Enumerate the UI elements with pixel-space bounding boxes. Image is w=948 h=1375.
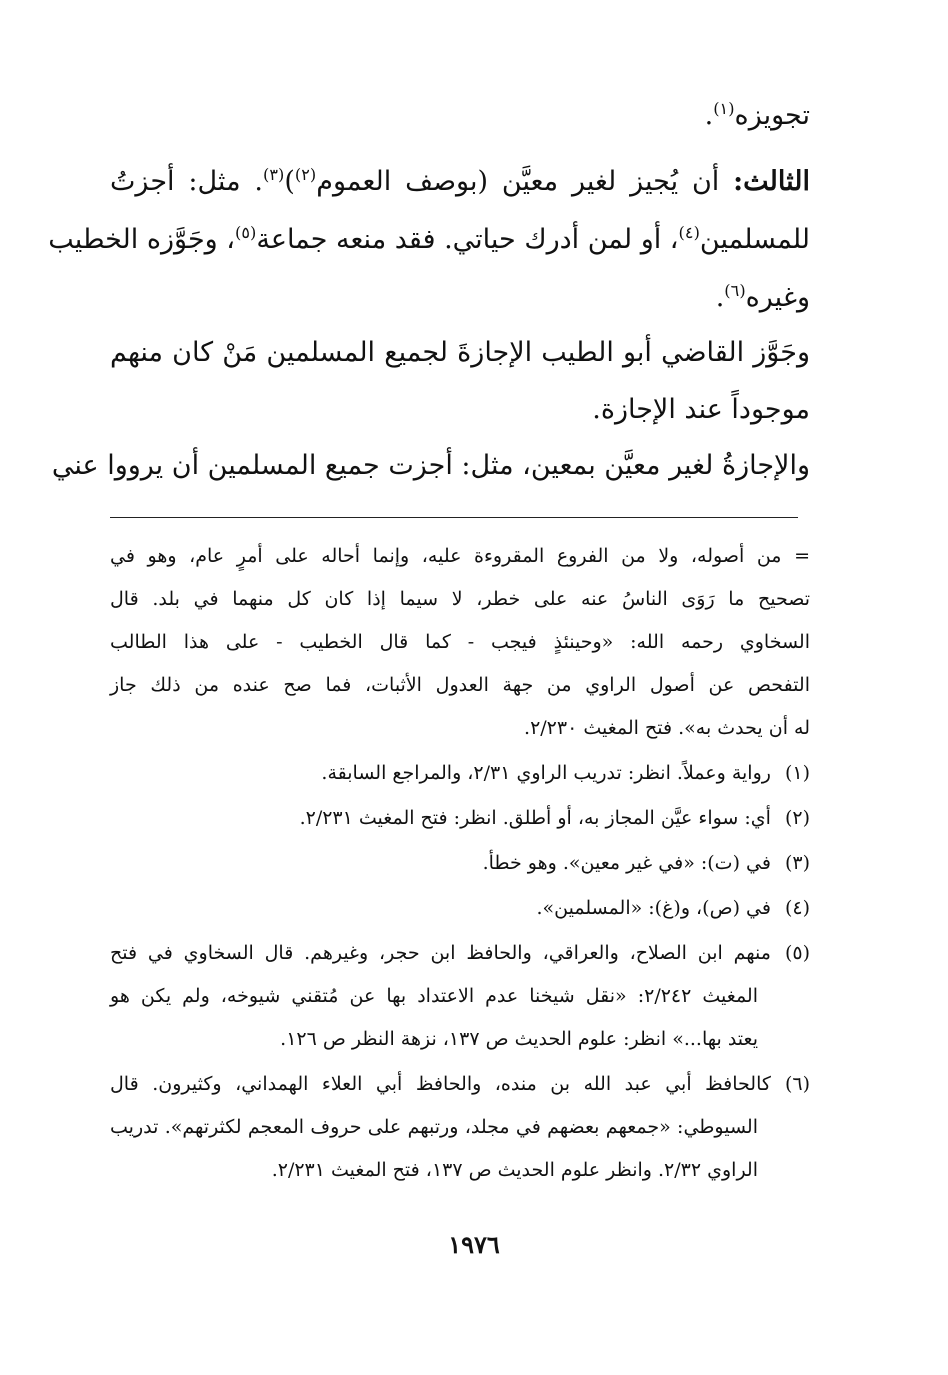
footnote-ref-1[interactable]: (١) [713, 99, 735, 118]
footnote-number: (٢) [784, 807, 810, 829]
footnote-number: (٣) [784, 852, 810, 874]
main-line-4: وغيره$^{(٦)}$. [715, 281, 810, 313]
footnote-number: (٥) [784, 942, 810, 964]
main-line-3: للمسلمين$^{(٤)}$، أو لمن أدرك حياتي. فقد منعه جماعة$^{(٥)}$، وجَوَّزه الخطيب [48, 223, 810, 255]
section-label: الثالث: [733, 166, 810, 197]
page-number: ١٩٧٦ [448, 1230, 500, 1259]
footnote-5-line: يعتد بها...» انظر: علوم الحديث ص ١٣٧، نزهة النظر ص ١٢٦. [280, 1028, 758, 1050]
footnote-ref-2[interactable]: (٢) [294, 165, 317, 184]
footnote-1: (١)رواية وعملاً. انظر: تدريب الراوي ٢/٣١، والمراجع السابقة. [321, 758, 810, 788]
main-line-6: موجوداً عند الإجازة. [592, 394, 810, 425]
footnote-6: (٦)كالحافظ أبي عبد الله بن منده، والحافظ أبي العلاء الهمداني، وكثيرون. قال [110, 1069, 810, 1099]
footnote-4: (٤)في (ص)، و(غ): «المسلمين». [536, 893, 810, 923]
footnote-5: (٥)منهم ابن الصلاح، والعراقي، والحافظ ابن حجر، وغيرهم. قال السخاوي في فتح [110, 938, 810, 968]
footnote-number: (١) [784, 762, 810, 784]
footnote-separator [110, 517, 798, 518]
continuation-line: له أن يحدث به». فتح المغيث ٢/٢٣٠. [524, 717, 810, 739]
footnote-ref-6[interactable]: (٦) [724, 281, 746, 300]
continuation-line: تصحيح ما رَوَى الناسُ عنه على خطر، لا سيما إذا كان كل منهما في بلد. قال [110, 588, 810, 610]
footnote-ref-3[interactable]: (٣) [262, 165, 285, 184]
footnote-5-line: المغيث ٢/٢٤٢: «نقل شيخنا عدم الاعتداد بها عن مُتقني شيوخه، ولم يكن هو [110, 985, 758, 1007]
footnote-ref-4[interactable]: (٤) [678, 223, 700, 242]
footnote-2: (٢)أي: سواء عيَّن المجاز به، أو أطلق. انظر: فتح المغيث ٢/٢٣١. [300, 803, 810, 833]
footnote-6-line: الراوي ٢/٣٢. وانظر علوم الحديث ص ١٣٧، فتح المغيث ٢/٢٣١. [271, 1159, 758, 1181]
main-line-1: تجويزه$^{(١)}$. [704, 99, 810, 131]
footnote-number: (٤) [784, 897, 810, 919]
continuation-line: = من أصوله، ولا من الفروع المقروءة عليه، وإنما أحاله على أمرٍ عام، وهو في [110, 545, 810, 567]
main-line-5: وجَوَّز القاضي أبو الطيب الإجازةَ لجميع المسلمين مَنْ كان منهم [110, 337, 810, 368]
main-line-7: والإجازةُ لغير معيَّن بمعين، مثل: أجزت جميع المسلمين أن يرووا عني [51, 450, 810, 481]
footnote-ref-5[interactable]: (٥) [235, 223, 257, 242]
main-line-2: الثالث: أن يُجيز لغير معيَّن (بوصف العموم$^{(٢)}$)$^{(٣)}$. مثل: أجزتُ [110, 165, 810, 197]
continuation-line: التفحص عن أصول الراوي من جهة العدول الأثبات، فما صح عنده من ذلك جاز [110, 674, 810, 696]
footnote-6-line: السيوطي: «جمعهم بعضهم في مجلد، ورتبهم على حروف المعجم لكثرتهم». تدريب [110, 1116, 758, 1138]
continuation-line: السخاوي رحمه الله: «وحينئذٍ فيجب - كما قال الخطيب - على هذا الطالب [110, 631, 810, 653]
footnote-3: (٣)في (ت): «في غير معين». وهو خطأ. [483, 848, 810, 878]
footnote-number: (٦) [784, 1073, 810, 1095]
